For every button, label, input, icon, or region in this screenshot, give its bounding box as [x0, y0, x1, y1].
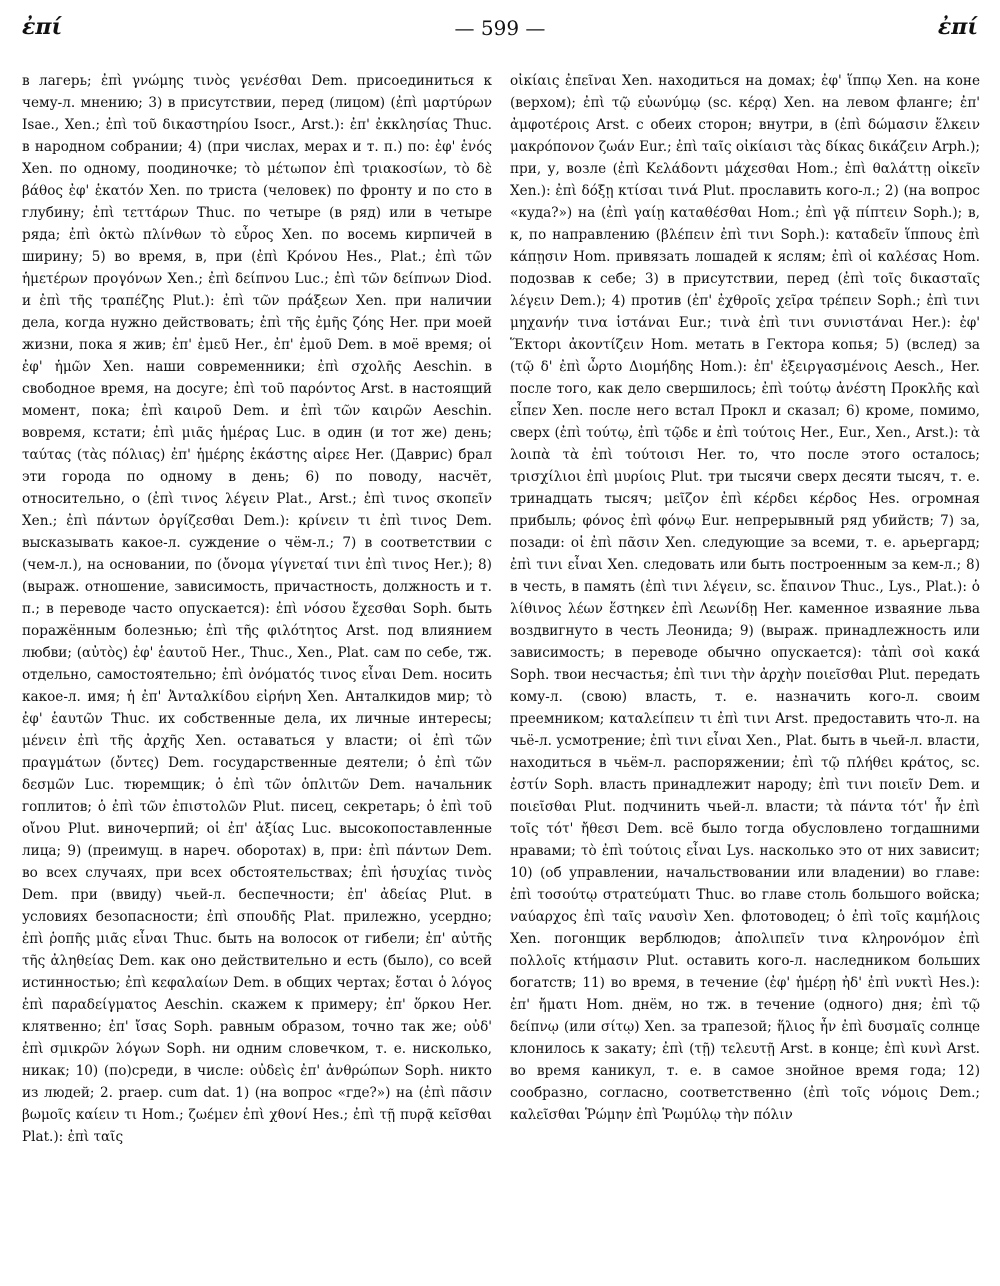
running-headword-left: ἐπί: [22, 14, 63, 40]
right-column: [510, 70, 980, 1280]
page-header: [22, 14, 978, 44]
page-number: — 599 —: [454, 16, 546, 40]
running-headword-right: ἐπί: [937, 14, 978, 40]
left-column-text: в лагерь; ἐπὶ γνώμης τινὸς γενέσθαι Dem. присоединиться к чему-л. мнению; 3) в присутствии, перед (лицом) (ἐπὶ μαρτύρων Isae., Xen.; ἐπὶ τοῦ δικαστηρίου Isocr., Arst.): ἐπ' ἐκκλησίας Thuc. в народном собрании; 4) (при числах, мерах и т. п.) по: ἐφ' ἑνός Xen. по одному, поодиночке; τὸ μέτωπον ἐπὶ τριακοσίων, τὸ δὲ βάθος ἐφ' ἑκατόν Xen. по триста (человек) по фронту и по сто в глубину; ἐπὶ τεττάρων Thuc. по четыре (в ряд) или в четыре ряда; ἐπὶ ὀκτὼ πλίνθων τὸ εὖρος Xen. по восемь кирпичей в ширину; 5) во время, в, при (ἐπὶ Κρόνου Hes., Plat.; ἐπὶ τῶν ἡμετέρων προγόνων Xen.; ἐπὶ δείπνου Luc.; ἐπὶ τῶν δείπνων Diod. и ἐπὶ τῆς τραπέζης Plut.): ἐπὶ τῶν πράξεων Xen. при наличии дела, когда нужно действовать; ἐπὶ τῆς ἐμῆς ζόης Her. при моей жизни, пока я жив; ἐπ' ἐμεῦ Her., ἐπ' ἐμοῦ Dem. в моё время; οἱ ἐφ' ἡμῶν Xen. наши современники; ἐπὶ σχολῆς Aeschin. в свободное время, на досуге; ἐπὶ τοῦ παρόντος Arst. в настоящий момент, пока; ἐπὶ καιροῦ Dem. и ἐπὶ τῶν καιρῶν Aeschin. вовремя, кстати; ἐπὶ μιᾶς ἡμέρας Luc. в один (и тот же) день; ταύτας (τὰς πόλιας) ἐπ' ἡμέρης ἑκάστης αἱρεε Her. (Даврис) брал эти города по одному в день; 6) по поводу, насчёт, относительно, о (ἐπὶ τινος λέγειν Plat., Arst.; ἐπὶ τινος σκοπεῖν Xen.; ἐπὶ πάντων ὀργίζεσθαι Dem.): κρίνειν τι ἐπὶ τινος Dem. высказывать какое-л. суждение о чём-л.; 7) в соответствии с (чем-л.), на основании, по (ὄνομα γίγνεταί τινι ἐπὶ τινος Her.); 8) (выраж. отношение, зависимость, причастность, должность и т. п.; в переводе часто опускается): ἐπὶ νόσου ἔχεσθαι Soph. быть поражённым болезнью; ἐπὶ τῆς φιλότητος Arst. под влиянием любви; (αὐτὸς) ἐφ' ἑαυτοῦ Her., Thuc., Xen., Plat. сам по себе, тж. отдельно, самостоятельно; ἐπὶ ὀνόματός τινος εἶναι Dem. носить какое-л. имя; ἡ ἐπ' Ἀνταλκίδου εἰρήνη Xen. Анталкидов мир; τὸ ἐφ' ἑαυτῶν Thuc. их собственные дела, их личные интересы; μένειν ἐπὶ τῆς ἀρχῆς Xen. оставаться у власти; οἱ ἐπὶ τῶν πραγμάτων (ὄντες) Dem. государственные деятели; ὁ ἐπὶ τῶν δεσμῶν Luc. тюремщик; ὁ ἐπὶ τῶν ὁπλιτῶν Dem. начальник гоплитов; ὁ ἐπὶ τῶν ἐπιστολῶν Plut. писец, секретарь; ὁ ἐπὶ τοῦ οἴνου Plut. виночерпий; οἱ ἐπ' ἀξίας Luc. высокопоставленные лица; 9) (преимущ. в нареч. оборотах) в, при: ἐπὶ πάντων Dem. во всех случаях, при всех обстоятельствах; ἐπὶ ἡσυχίας τινὸς Dem. при (ввиду) чьей-л. беспечности; ἐπ' ἀδείας Plut. в условиях безопасности; ἐπὶ σπουδῆς Plat. прилежно, усердно; ἐπὶ ῥοπῆς μιᾶς εἶναι Thuc. быть на волосок от гибели; ἐπ' αὐτῆς τῆς ἀληθείας Dem. как оно действительно и есть (было), со всей истинностью; ἐπὶ κεφαλαίων Dem. в общих чертах; ἔσται ὁ λόγος ἐπὶ παραδείγματος Aeschin. скажем к примеру; ἐπ' ὅρκου Her. клятвенно; ἐπ' ἴσας Soph. равным образом, точно так же; οὐδ' ἐπὶ σμικρῶν λόγων Soph. ни одним словечком, т. е. нисколько, никак; 10) (по)среди, в числе: οὐδεὶς ἐπ' ἀνθρώπων Soph. никто из людей; 2. praep. cum dat. 1) (на вопрос «где?») на (ἐπὶ πᾶσιν βωμοῖς καίειν τι Hom.; ζωέμεν ἐπὶ χθονί Hes.; ἐπὶ τῇ πυρᾷ κεῖσθαι Plat.): ἐπὶ ταῖς: [22, 73, 492, 1145]
left-column: [22, 70, 492, 1280]
right-column-text: οἰκίαις ἐπεῖναι Xen. находиться на домах; ἐφ' ἵππῳ Xen. на коне (верхом); ἐπὶ τῷ εὐωνύμῳ (sc. κέρᾳ) Xen. на левом фланге; ἐπ' ἀμφοτέροις Arst. с обеих сторон; внутри, в (ἐπὶ δώμασιν ἕλκειν μακρόπονον ζωάν Eur.; ἐπὶ ταῖς οἰκίαισι τὰς δίκας δικάζειν Arph.); при, у, возле (ἐπὶ Κελάδοντι μάχεσθαι Hom.; ἐπὶ θαλάττῃ οἰκεῖν Xen.): ἐπὶ δόξῃ κτίσαι τινά Plut. прославить кого-л.; 2) (на вопрос «куда?») на (ἐπὶ γαίῃ καταθέσθαι Hom.; ἐπὶ γᾷ πίπτειν Soph.); в, к, по направлению (βλέπειν ἐπὶ τινι Soph.): καταδεῖν ἵππους ἐπὶ κάπῃσιν Hom. привязать лошадей к яслям; ἐπὶ οἱ καλέσας Hom. подозвав к себе; 3) в присутствии, перед (ἐπὶ τοῖς δικασταῖς λέγειν Dem.); 4) против (ἐπ' ἐχθροῖς χεῖρα τρέπειν Soph.; ἐπὶ τινι μηχανήν τινα ἱστάναι Eur.; τινὰ ἐπὶ τινι συνιστάναι Her.): ἐφ' Ἕκτορι ἀκοντίζειν Hom. метать в Гектора копья; 5) (вслед) за (τῷ δ' ἐπὶ ὦρτο Διομήδης Hom.): ἐπ' ἐξειργασμένοις Aesch., Her. после того, как дело свершилось; ἐπὶ τούτῳ ἀνέστη Προκλῆς καὶ εἶπεν Xen. после него встал Прокл и сказал; 6) кроме, помимо, сверх (ἐπὶ τούτῳ, ἐπὶ τῷδε и ἐπὶ τούτοις Her., Eur., Xen., Arst.): τὰ λοιπὰ τὰ ἐπὶ τούτοισι Her. то, что после этого осталось; τρισχίλιοι ἐπὶ μυρίοις Plut. три тысячи сверх десяти тысяч, т. е. тринадцать тысяч; μεῖζον ἐπὶ κέρδει κέρδος Hes. огромная прибыль; φόνος ἐπὶ φόνῳ Eur. непрерывный ряд убийств; 7) за, позади: οἱ ἐπὶ πᾶσιν Xen. следующие за всеми, т. е. арьергард; ἐπὶ τινι εἶναι Xen. следовать или быть построенным за кем-л.; 8) в честь, в память (ἐπὶ τινι λέγειν, sc. ἔπαινον Thuc., Lys., Plat.): ὁ λίθινος λέων ἕστηκεν ἐπὶ Λεωνίδῃ Her. каменное изваяние льва воздвигнуто в честь Леонида; 9) (выраж. принадлежность или зависимость; в переводе обычно опускается): τἀπὶ σοὶ κακά Soph. твои несчастья; ἐπὶ τινι τὴν ἀρχὴν ποιεῖσθαι Plut. передать кому-л. (свою) власть, т. е. назначить кого-л. своим преемником; καταλείπειν τι ἐπὶ τινι Arst. предоставить что-л. на чьё-л. усмотрение; ἐπὶ τινι εἶναι Xen., Plat. быть в чьей-л. власти, находиться в чьём-л. распоряжении; ἐπὶ τῷ πλήθει κράτος, sc. ἐστίν Soph. власть принадлежит народу; ἐπὶ τινι ποιεῖν Dem. и ποιεῖσθαι Plut. подчинить чьей-л. власти; τὰ πάντα τότ' ἦν ἐπὶ τοῖς τότ' ἤθεσι Dem. всё было тогда обусловлено тогдашними нравами; τὸ ἐπὶ τούτοις εἶναι Lys. насколько это от них зависит; 10) (об управлении, начальствовании или владении) во главе: ἐπὶ τοσούτῳ στρατεύματι Thuc. во главе столь большого войска; ναύαρχος ἐπὶ ταῖς ναυσὶν Xen. флотоводец; ὁ ἐπὶ τοῖς καμήλοις Xen. погонщик верблюдов; ἀπολιπεῖν τινα κληρονόμον ἐπὶ πολλοῖς κτήμασιν Plut. оставить кого-л. наследником больших богатств; 11) во время, в течение (ἐφ' ἡμέρῃ ἠδ' ἐπὶ νυκτὶ Hes.): ἐπ' ἤματι Hom. днём, но тж. в течение (одного) дня; ἐπὶ τῷ δείπνῳ (или σίτῳ) Xen. за трапезой; ἥλιος ἦν ἐπὶ δυσμαῖς солнце клонилось к закату; ἐπὶ (τῇ) τελευτῇ Arst. в конце; ἐπὶ κυνὶ Arst. во время каникул, т. е. в самое знойное время года; 12) сообразно, согласно, соответственно (ἐπὶ τοῖς νόμοις Dem.; καλεῖσθαι Ῥώμην ἐπὶ Ῥωμύλῳ τὴν πόλιν: [510, 73, 980, 1123]
